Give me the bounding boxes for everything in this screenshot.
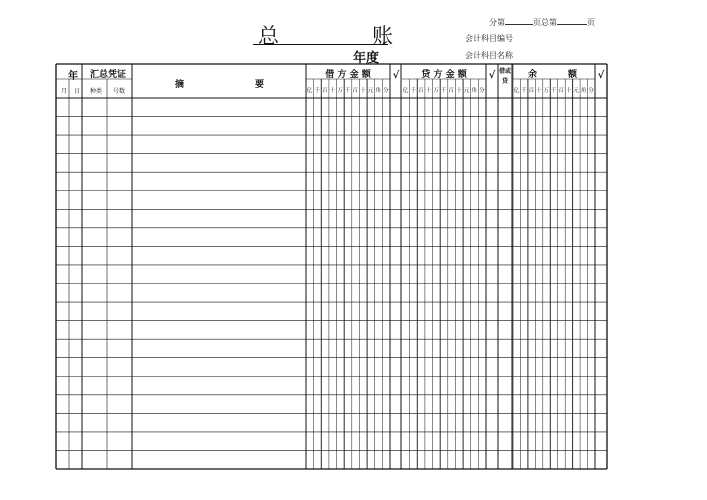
- col-header-balance-right: 额: [568, 70, 578, 80]
- credit-digit-unit: 万: [433, 88, 439, 94]
- col-header-summary-left: 摘: [175, 80, 185, 90]
- account-name-label: 会计科目名称: [465, 51, 513, 60]
- col-header-month: 月: [60, 88, 67, 95]
- col-header-debit-amount: 借 方 金 额: [325, 70, 371, 80]
- debit-check-mark: √: [392, 70, 400, 81]
- col-header-summary-voucher: 汇总凭证: [89, 70, 126, 80]
- balance-digit-unit: 元: [573, 88, 579, 94]
- credit-digit-unit: 角: [471, 88, 477, 94]
- col-header-summary-right: 要: [255, 80, 265, 90]
- debit-digit-unit: 千: [314, 88, 320, 94]
- credit-digit-unit: 十: [456, 88, 462, 94]
- debit-digit-unit: 十: [360, 88, 366, 94]
- balance-digit-unit: 千: [551, 88, 557, 94]
- page-part1: 分第: [489, 18, 505, 27]
- debit-digit-unit: 分: [383, 88, 389, 94]
- col-header-year: 年: [68, 71, 78, 82]
- debit-digit-unit: 百: [322, 88, 328, 94]
- credit-digit-unit: 亿: [402, 88, 409, 94]
- credit-digit-unit: 十: [425, 88, 432, 94]
- balance-digit-unit: 角: [580, 88, 587, 94]
- col-header-kind: 种类: [89, 88, 102, 95]
- col-header-balance-left: 余: [528, 70, 538, 80]
- balance-digit-unit: 分: [588, 88, 594, 94]
- debit-digit-unit: 元: [367, 88, 374, 94]
- debit-digit-unit: 万: [337, 88, 343, 94]
- debit-digit-unit: 角: [375, 88, 381, 94]
- balance-digit-unit: 百: [528, 88, 535, 94]
- credit-digit-unit: 千: [410, 88, 416, 94]
- credit-check-mark: √: [488, 70, 496, 81]
- col-header-credit-amount: 贷 方 金 额: [421, 70, 467, 80]
- balance-digit-unit: 百: [558, 88, 564, 94]
- credit-digit-unit: 百: [448, 88, 455, 94]
- col-header-day: 日: [73, 88, 80, 95]
- balance-digit-unit: 万: [543, 88, 550, 94]
- credit-digit-unit: 百: [418, 88, 424, 94]
- balance-digit-unit: 十: [565, 88, 572, 94]
- year-label: 年度: [353, 51, 380, 66]
- balance-digit-unit: 十: [536, 88, 542, 94]
- debit-digit-unit: 十: [329, 88, 336, 94]
- balance-digit-unit: 亿: [513, 88, 520, 94]
- debit-digit-unit: 百: [352, 88, 359, 94]
- col-header-number: 号数: [112, 88, 125, 95]
- credit-digit-unit: 分: [479, 88, 485, 94]
- account-number-label: 会计科目编号: [465, 34, 513, 43]
- col-header-debit-or-credit: 借或贷: [499, 68, 512, 85]
- balance-check-mark: √: [597, 70, 605, 81]
- title-char-general: 总: [258, 24, 279, 48]
- balance-digit-unit: 千: [521, 88, 527, 94]
- page-part2: 页总第: [533, 18, 557, 27]
- credit-digit-unit: 元: [463, 88, 470, 94]
- title-char-account: 账: [372, 24, 393, 48]
- credit-digit-unit: 千: [440, 88, 447, 94]
- debit-digit-unit: 千: [344, 88, 351, 94]
- page-part3: 页: [587, 18, 595, 27]
- debit-digit-unit: 亿: [306, 88, 313, 94]
